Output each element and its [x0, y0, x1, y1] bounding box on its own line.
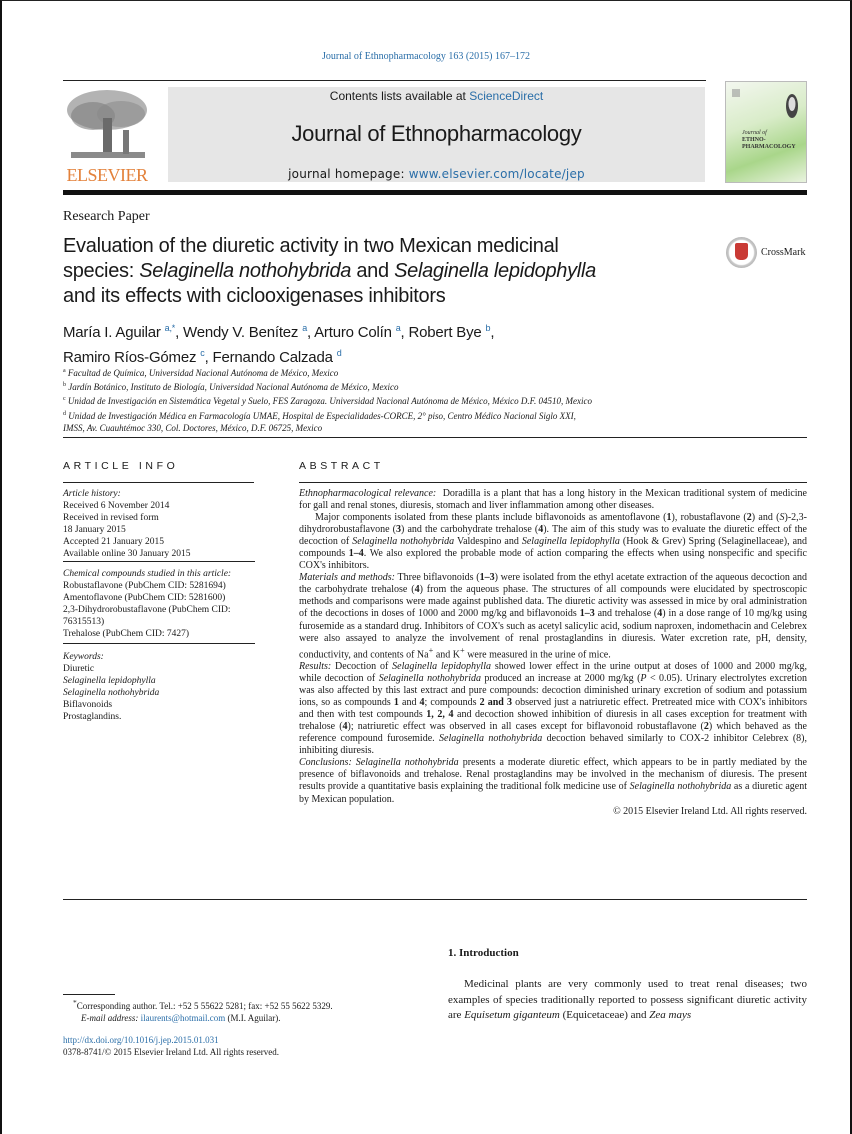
cover-emblem-icon — [726, 86, 808, 126]
section-label: Results: — [299, 660, 332, 672]
author-name: María I. Aguilar — [63, 324, 161, 341]
article-info-rule — [63, 482, 254, 483]
doi-block — [63, 1034, 433, 1058]
affiliation — [63, 422, 803, 434]
history-item: 18 January 2015 — [63, 525, 126, 535]
section-label: Conclusions: — [299, 757, 352, 769]
homepage-link[interactable]: www.elsevier.com/locate/jep — [408, 167, 585, 181]
abstract-body — [299, 488, 807, 818]
keyword: Biflavonoids — [63, 700, 113, 710]
history-label: Article history: — [63, 489, 121, 499]
affiliation-marker: c — [63, 396, 66, 403]
cover-line: Journal of — [742, 130, 767, 136]
affiliation-link[interactable]: a — [302, 323, 308, 333]
homepage-line — [168, 167, 705, 181]
affiliation — [63, 408, 803, 422]
abstract-rule — [299, 482, 807, 483]
history-item: Accepted 21 January 2015 — [63, 537, 165, 547]
abstract-text: Doradilla is a plant that has a long history in the Mexican traditional system of medicine for gall and renal stones, diuresis, stomach and liver inflammation among other diseases. — [299, 488, 807, 512]
affiliation-link[interactable]: d — [336, 348, 342, 358]
affiliation-marker: d — [63, 410, 66, 417]
abstract-conclusions: Conclusions: Selaginella nothohybrida presents a moderate diuretic effect, which appears to be in partly mediated by the presence of biflavonoids and trehalose. Renal prostaglandins may be involved in the mechanism of diuresis. The present results provide a quantitative basis explaining the traditional folk medicine use of Selaginella nothohybrida as a diuretic agent by Mexican population. — [299, 757, 807, 805]
header-rule — [63, 80, 706, 81]
corresponding-author-footnote — [63, 997, 433, 1024]
abstract-heading: ABSTRACT — [299, 460, 384, 472]
introduction-body — [448, 977, 807, 1024]
corresponding-line — [63, 997, 433, 1012]
article-info-heading: ARTICLE INFO — [63, 460, 179, 472]
footnote-marker: * — [73, 998, 77, 1007]
email-suffix: (M.I. Aguilar). — [225, 1013, 281, 1023]
species-name: Selaginella nothohybrida — [139, 260, 352, 282]
chem-label: Chemical compounds studied in this article: — [63, 569, 232, 579]
email-line — [63, 1012, 433, 1024]
email-link[interactable]: ilaurents@hotmail.com — [140, 1013, 226, 1023]
history-item: Received 6 November 2014 — [63, 501, 170, 511]
keyword: Selaginella lepidophylla — [63, 676, 156, 686]
separator: , — [204, 349, 213, 366]
affiliation-text: Jardín Botánico, Instituto de Biología, Universidad Nacional Autónoma de México, Mexico — [68, 382, 399, 393]
affiliation-text: Unidad de Investigación Médica en Farmacología UMAE, Hospital de Especialidades-CORCE, 2° piso, Centro Médico Nacional Siglo XXI, — [68, 410, 576, 421]
footnote-text: Corresponding author. Tel.: +52 5 55622 5281; fax: +52 55 5622 5329. — [76, 1001, 333, 1011]
keyword: Diuretic — [63, 664, 95, 674]
chem-item: 76315513) — [63, 617, 105, 627]
affiliation-link[interactable]: a,* — [164, 323, 176, 333]
author — [63, 349, 213, 366]
article-history — [63, 488, 255, 562]
separator: , — [307, 324, 315, 341]
article-title — [63, 234, 683, 309]
crossmark-label: CrossMark — [761, 247, 806, 258]
history-item: Available online 30 January 2015 — [63, 549, 191, 559]
intro-paragraph: Medicinal plants are very commonly used to treat renal diseases; two examples of species traditionally reported to possess significant diuretic activity are Equisetum giganteum (Equicetaceae) and Zea mays — [448, 978, 807, 1021]
contents-line — [168, 89, 705, 103]
affiliation-link[interactable]: a — [395, 323, 401, 333]
affiliation-text: Unidad de Investigación en Sistemática Vegetal y Suelo, FES Zaragoza. Universidad Nacional Autónoma de México, México D.F. 04510, Mexico — [67, 396, 592, 407]
chem-item: Robustaflavone (PubChem CID: 5281694) — [63, 581, 226, 591]
abstract-end-rule — [63, 899, 807, 900]
tree-icon — [63, 86, 151, 162]
chem-item: 2,3-Dihydrorobustaflavone (PubChem CID: — [63, 605, 231, 615]
author-name: Robert Bye — [408, 324, 482, 341]
abstract-aim: Major components isolated from these plants include biflavonoids as amentoflavone (1), robustaflavone (2) and (S)-2,3-dihydrorobustaflavone (3) and the carbohydrate trehalose (4). The aim of this study was to evaluate the diuretic effect of the decoction of Selaginella nothohybrida Valdespino and Selaginella lepidophylla (Hook & Grev) Spring (Selaginellaceae), and compounds 1–4. We also explored the probable mode of action comparing the effects when using nonspecific and specific COX's inhibitors. — [299, 512, 808, 572]
affiliations — [63, 365, 803, 434]
introduction-heading: 1. Introduction — [448, 947, 519, 959]
crossmark-button[interactable] — [726, 237, 816, 269]
affiliation-link[interactable]: b — [485, 323, 491, 333]
email-label: E-mail address: — [81, 1013, 139, 1023]
sciencedirect-link[interactable]: ScienceDirect — [469, 89, 544, 103]
separator: , — [175, 324, 184, 341]
issn-line: 0378-8741/© 2015 Elsevier Ireland Ltd. All rights reserved. — [63, 1047, 280, 1057]
affiliation-marker: a — [63, 368, 66, 374]
author — [183, 324, 314, 341]
separator: , — [490, 324, 495, 341]
title-text: and — [351, 260, 395, 282]
masthead-thick-rule — [63, 190, 807, 195]
title-line — [63, 259, 683, 284]
keyword: Prostaglandins. — [63, 712, 122, 722]
separator: , — [400, 324, 409, 341]
cover-line: PHARMACOLOGY — [742, 144, 796, 150]
keywords-label: Keywords: — [63, 652, 104, 662]
journal-title: Journal of Ethnopharmacology — [291, 121, 582, 146]
affiliation — [63, 393, 803, 407]
title-text: species: — [63, 260, 140, 282]
keyword: Selaginella nothohybrida — [63, 688, 160, 698]
author — [314, 324, 408, 341]
section-label: Materials and methods: — [299, 572, 395, 584]
author — [63, 324, 183, 341]
journal-cover-thumbnail[interactable] — [725, 81, 807, 183]
history-item: Received in revised form — [63, 513, 159, 523]
contents-prefix: Contents lists available at — [329, 89, 470, 103]
author — [408, 324, 494, 341]
affiliation-marker: b — [63, 382, 66, 389]
affiliation — [63, 379, 803, 393]
abstract-relevance — [299, 488, 807, 512]
homepage-prefix: journal homepage: — [288, 167, 409, 181]
species-name: Selaginella lepidophylla — [394, 260, 596, 282]
title-line: and its effects with ciclooxigenases inhibitors — [63, 285, 446, 307]
title-line: Evaluation of the diuretic activity in two Mexican medicinal — [63, 235, 559, 257]
journal-masthead — [168, 87, 705, 182]
chem-item: Trehalose (PubChem CID: 7427) — [63, 629, 190, 639]
authors-line-1 — [63, 318, 683, 343]
author-name: Arturo Colín — [314, 324, 392, 341]
affiliation-text: Facultad de Química, Universidad Nacional Autónoma de México, Mexico — [67, 368, 339, 378]
doi-link[interactable]: http://dx.doi.org/10.1016/j.jep.2015.01.031 — [63, 1035, 219, 1045]
elsevier-wordmark: ELSEVIER — [66, 165, 148, 185]
author-name: Ramiro Ríos-Gómez — [63, 349, 197, 366]
affiliation-text: IMSS, Av. Cuauhtémoc 330, Col. Doctores, México, D.F. 06725, Mexico — [63, 422, 323, 433]
abstract-results: Results: Decoction of Selaginella lepidophylla showed lower effect in the urine output at doses of 1000 and 2000 mg/kg, while decoction of Selaginella nothohybrida produced an increase at 2000 mg/kg (P < 0.05). Urinary electrolytes excretion was also affected by this last extract and pure compounds: decoction diminished urinary excretion of sodium and potassium ions, so as compounds 1 and 4; compounds 2 and 3 observed just a natriuretic effect. Pretreated mice with COX's inhibitors and then with test compounds 1, 2, 4 and decoction showed inhibition of diuresis in all cases exception for treatment with trehalose (4); natriuretic effect was observed in all cases except for biflavonoid robustaflavone (2) which behaved as the reference compound furosemide. Selaginella nothohybrida decoction behaved similarly to COX-2 inhibitor Celebrex (8), inhibiting diuresis. — [299, 660, 808, 757]
cover-line: ETHNO- — [742, 137, 766, 143]
abstract-methods: Materials and methods: Three biflavonoids (1–3) were isolated from the ethyl acetate extraction of the aqueous decoction and the carbohydrate trehalose (4) from the aqueous phase. The structures of all compounds were elucidated by spectroscopic methods and comparisons were made against published data. The diuretic activity was assessed in mice by oral administration of the decoctions in doses of 1000 and 2000 mg/kg and biflavonoids 1–3 and trehalose (4) in a dose range of 10 mg/kg using furosemide as a standard drug. Inhibitors of COX's such as acetyl salicylic acid, sodium naproxen, indomethacin and Celebrex were also assayed to analyze the involvement of renal prostaglandins in diuresis. Water excretion rate, pH, density, conductivity, and contents of Na+ and K+ were measured in the urine of mice. — [299, 572, 808, 660]
author — [213, 349, 342, 366]
section-label: Ethnopharmacological relevance: — [299, 488, 437, 499]
keywords — [63, 651, 255, 723]
running-head[interactable]: Journal of Ethnopharmacology 163 (2015) 167–172 — [321, 51, 531, 62]
author-name: Wendy V. Benítez — [183, 324, 299, 341]
elsevier-logo[interactable] — [63, 86, 151, 186]
affiliation-link[interactable]: c — [200, 348, 205, 358]
chemical-compounds — [63, 568, 255, 644]
section-rule — [63, 437, 807, 438]
author-list — [63, 318, 683, 368]
cover-title — [742, 130, 796, 151]
crossmark-icon — [726, 237, 757, 268]
abstract-copyright: © 2015 Elsevier Ireland Ltd. All rights reserved. — [613, 805, 807, 817]
author-name: Fernando Calzada — [212, 349, 333, 366]
chem-item: Amentoflavone (PubChem CID: 5281600) — [63, 593, 226, 603]
article-type: Research Paper — [63, 209, 150, 224]
affiliation — [63, 365, 803, 379]
footnote-rule — [63, 994, 115, 995]
